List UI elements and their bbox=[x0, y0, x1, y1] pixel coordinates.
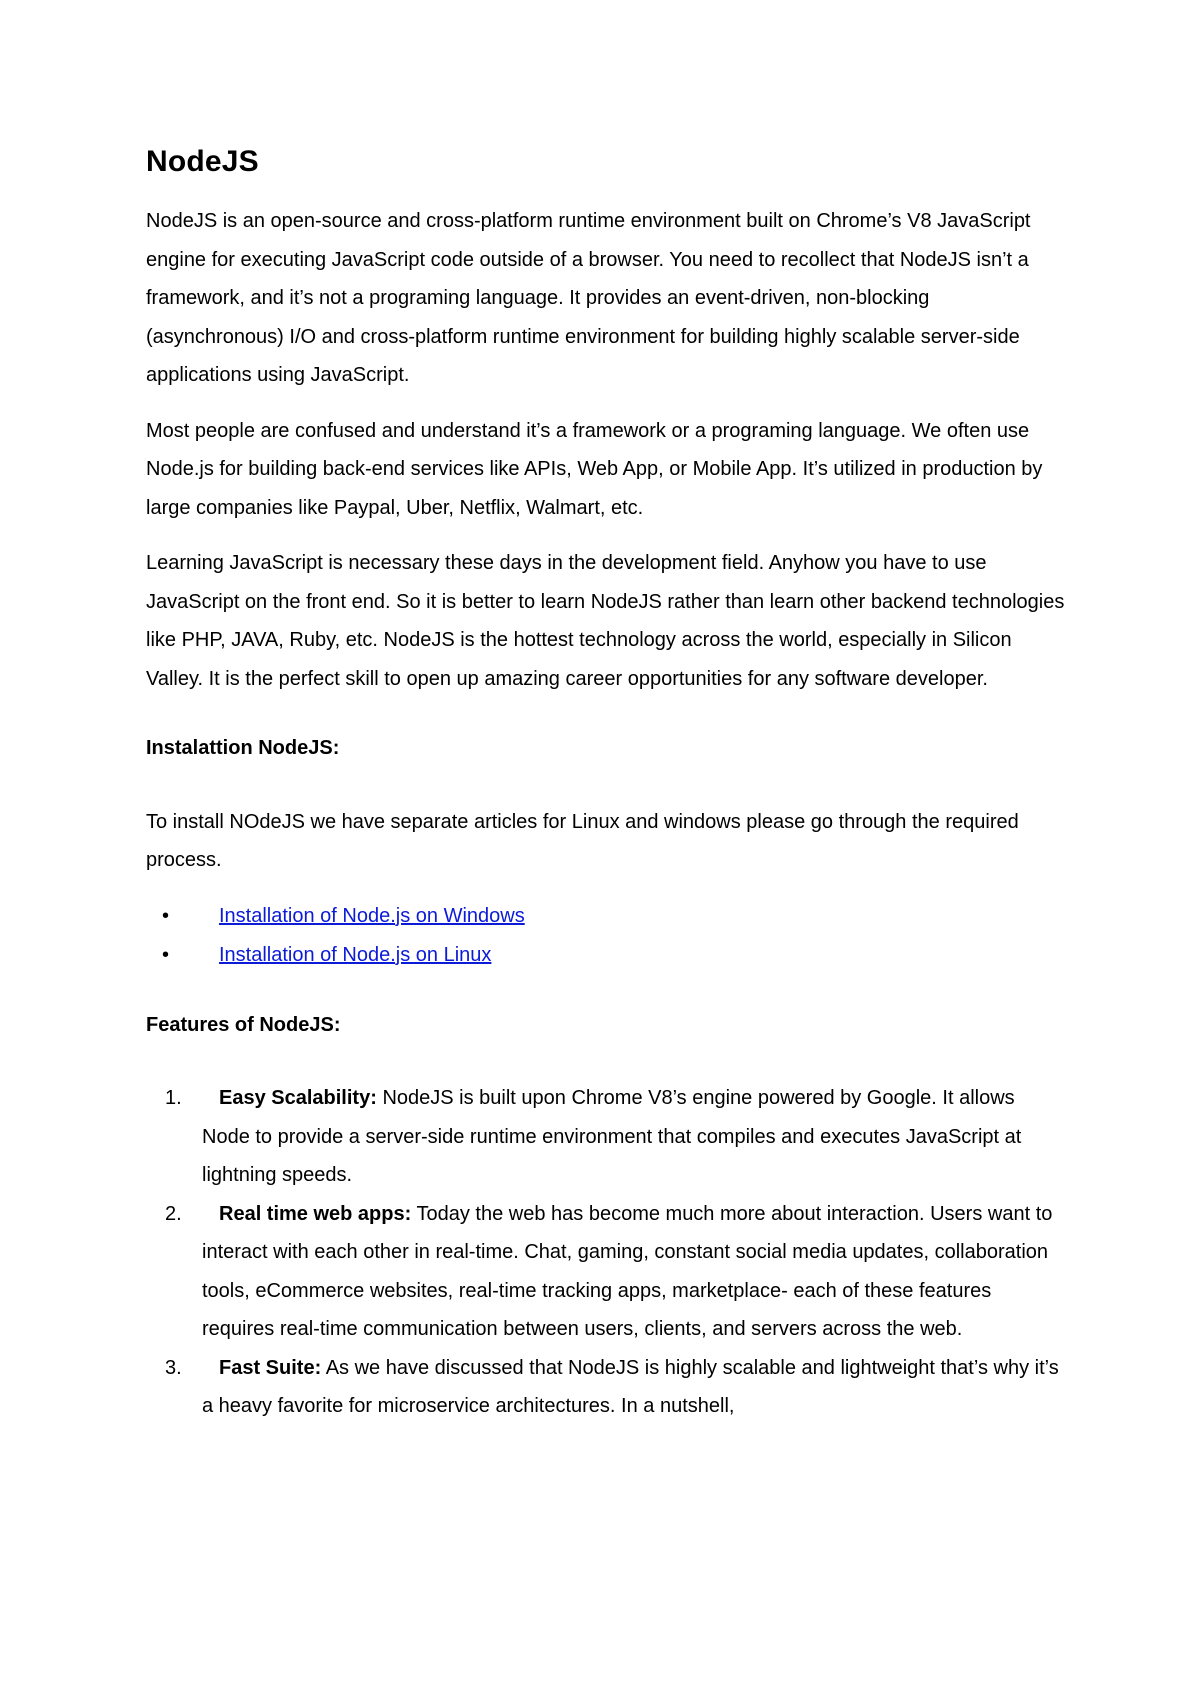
feature-text: As we have discussed that NodeJS is highly scalable and lightweight that’s why it’s a heavy favorite for microservice architectures. In a nutshell, bbox=[202, 1356, 1059, 1417]
feature-text: Today the web has become much more about interaction. Users want to interact with each other in real-time. Chat, gaming, constant social media updates, collaboration tools, eCommerce websites, real-time tracking apps, marketplace- each of these features requires real-time communication between users, clients, and servers across the web. bbox=[202, 1202, 1053, 1340]
feature-title: Real time web apps: bbox=[219, 1202, 412, 1225]
document-content bbox=[146, 142, 1066, 1426]
bullet-icon: • bbox=[162, 943, 170, 966]
intro-paragraph: NodeJS is an open-source and cross-platform runtime environment built on Chrome’s V8 JavaScript engine for executing JavaScript code outside of a browser. You need to recollect that NodeJS isn’t a framework, and it’s not a programing language. It provides an event-driven, non-blocking (asynchronous) I/O and cross-platform runtime environment for building highly scalable server-side applications using JavaScript. bbox=[146, 210, 1031, 386]
feature-text: NodeJS is built upon Chrome V8’s engine powered by Google. It allows Node to provide a server-side runtime environment that compiles and executes JavaScript at lightning speeds. bbox=[202, 1087, 1022, 1186]
linux-installation-link[interactable]: Installation of Node.js on Linux bbox=[219, 943, 492, 966]
features-list bbox=[146, 1079, 1066, 1426]
installation-link-list bbox=[146, 897, 1066, 975]
feature-number: 2. bbox=[165, 1202, 182, 1225]
feature-item bbox=[146, 1195, 1066, 1349]
windows-installation-link[interactable]: Installation of Node.js on Windows bbox=[219, 904, 525, 927]
feature-number: 1. bbox=[165, 1087, 182, 1109]
features-heading: Features of NodeJS: bbox=[146, 1013, 341, 1036]
list-item bbox=[146, 897, 1066, 936]
installation-heading: Instalattion NodeJS: bbox=[146, 737, 340, 759]
feature-title: Easy Scalability: bbox=[219, 1087, 377, 1109]
feature-number: 3. bbox=[165, 1356, 182, 1379]
usage-paragraph: Most people are confused and understand it’s a framework or a programing language. We often use Node.js for building back-end services like APIs, Web App, or Mobile App. It’s utilized in production by large companies like Paypal, Uber, Netflix, Walmart, etc. bbox=[146, 419, 1043, 519]
feature-title: Fast Suite: bbox=[219, 1356, 322, 1379]
bullet-icon: • bbox=[162, 904, 170, 927]
installation-text: To install NOdeJS we have separate articles for Linux and windows please go through the required process. bbox=[146, 810, 1019, 871]
list-item bbox=[146, 936, 1066, 975]
learning-paragraph: Learning JavaScript is necessary these days in the development field. Anyhow you have to use JavaScript on the front end. So it is better to learn NodeJS rather than learn other backend technologies like PHP, JAVA, Ruby, etc. NodeJS is the hottest technology across the world, especially in Silicon Valley. It is the perfect skill to open up amazing career opportunities for any software developer. bbox=[146, 552, 1065, 690]
feature-item bbox=[146, 1079, 1066, 1195]
feature-item bbox=[146, 1349, 1066, 1426]
page-title: NodeJS bbox=[146, 145, 259, 178]
